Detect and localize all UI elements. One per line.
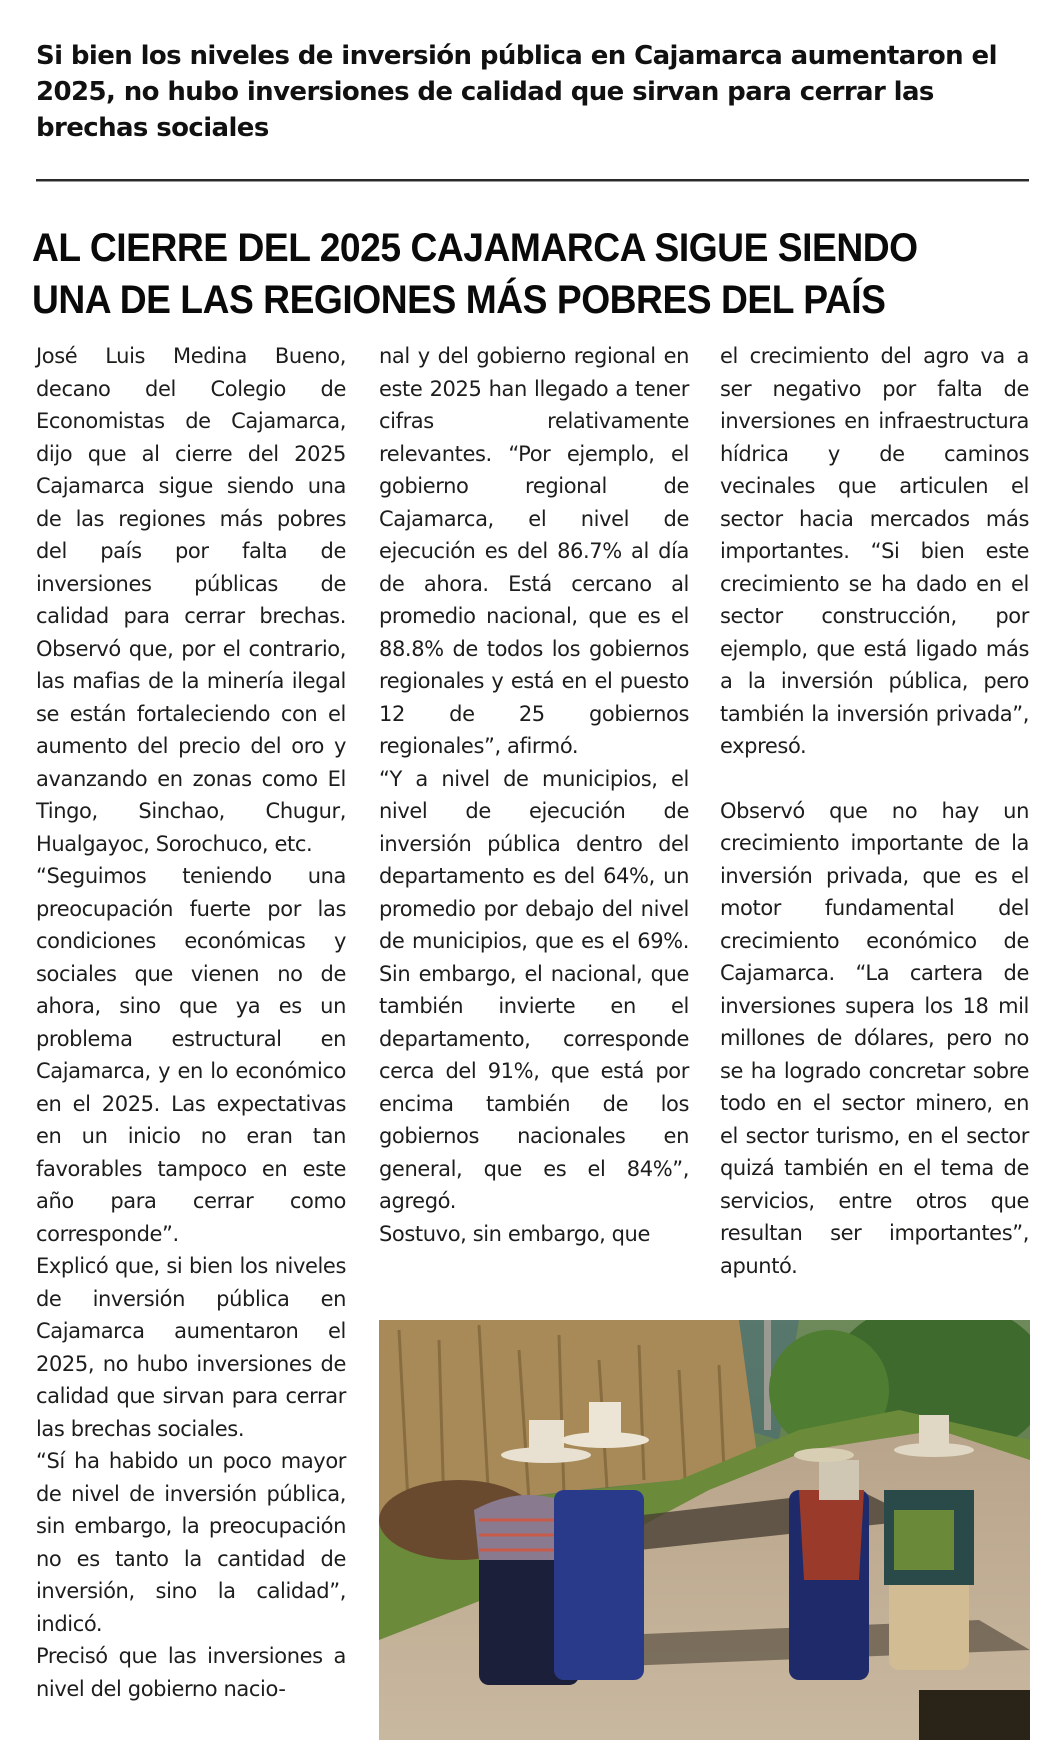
divider-rule: [36, 179, 1029, 182]
article-photo: [379, 1320, 1030, 1740]
article-deck: Si bien los niveles de inversión pública en Cajamarca aumentaron el 2025, no hubo inversiones de calidad que sirvan para cerrar las brechas sociales: [36, 41, 997, 143]
paragraph: nal y del gobierno regional en este 2025 han llegado a tener cifras relativamente relevantes. “Por ejemplo, el gobierno regional de Cajamarca, el nivel de ejecución es del 86.7% al día de ahora. Está cercano al promedio nacional, que es el 88.8% de todos los gobiernos regionales y está en el puesto 12 de 25 gobiernos regionales”, afirmó.: [379, 344, 689, 758]
article-headline: [32, 222, 971, 326]
article-column-1: [36, 340, 346, 1705]
paragraph: el crecimiento del agro va a ser negativo por falta de inversiones en infraestructura hídrica y de caminos vecinales que articulen el sector hacia mercados más importantes. “Si bien este crecimiento se ha dado en el sector construcción, por ejemplo, que está ligado más a la inversión pública, pero también la inversión privada”, expresó.: [720, 344, 1029, 758]
photo-illustration: [379, 1320, 1030, 1740]
paragraph: Sostuvo, sin embargo, que: [379, 1221, 650, 1246]
article-column-3: [720, 340, 1029, 1282]
paragraph: “Y a nivel de municipios, el nivel de ejecución de inversión pública dentro del departamento es del 64%, un promedio por debajo del nivel de municipios, que es el 69%. Sin embargo, el nacional, que también invierte en el departamento, corresponde cerca del 91%, que está por encima también de los gobiernos nacionales en general, que es el 84%”, agregó.: [379, 766, 689, 1213]
paragraph: Explicó que, si bien los niveles de inversión pública en Cajamarca aumentaron el 2025, no hubo inversiones de calidad que sirvan para cerrar las brechas sociales.: [36, 1254, 346, 1441]
headline-line-1: AL CIERRE DEL 2025 CAJAMARCA SIGUE SIENDO: [32, 226, 918, 270]
paragraph: “Seguimos teniendo una preocupación fuerte por las condiciones económicas y sociales que vienen no de ahora, sino que ya es un problema estructural en Cajamarca, y en lo económico en el 2025. Las expectativas en un inicio no eran tan favorables tampoco en este año para cerrar como corresponde”.: [36, 864, 346, 1246]
article-column-2: [379, 340, 689, 1250]
paragraph: Precisó que las inversiones a nivel del gobierno nacio-: [36, 1644, 346, 1701]
paragraph: José Luis Medina Bueno, decano del Colegio de Economistas de Cajamarca, dijo que al cierre del 2025 Cajamarca sigue siendo una de las regiones más pobres del país por falta de inversiones públicas de calidad para cerrar brechas. Observó que, por el contrario, las mafias de la minería ilegal se están fortaleciendo con el aumento del precio del oro y avanzando en zonas como El Tingo, Sinchao, Chugur, Hualgayoc, Sorochuco, etc.: [36, 344, 346, 856]
headline-line-2: UNA DE LAS REGIONES MÁS POBRES DEL PAÍS: [32, 278, 886, 322]
paragraph: Observó que no hay un crecimiento importante de la inversión privada, que es el motor fundamental del crecimiento económico de Cajamarca. “La cartera de inversiones supera los 18 mil millones de dólares, pero no se ha logrado concretar sobre todo en el sector minero, en el sector turismo, en el sector quizá también en el tema de servicios, entre otros que resultan ser importantes”, apuntó.: [720, 798, 1029, 1278]
paragraph: “Sí ha habido un poco mayor de nivel de inversión pública, sin embargo, la preocupación no es tanto la cantidad de inversión, sino la calidad”, indicó.: [36, 1449, 346, 1636]
